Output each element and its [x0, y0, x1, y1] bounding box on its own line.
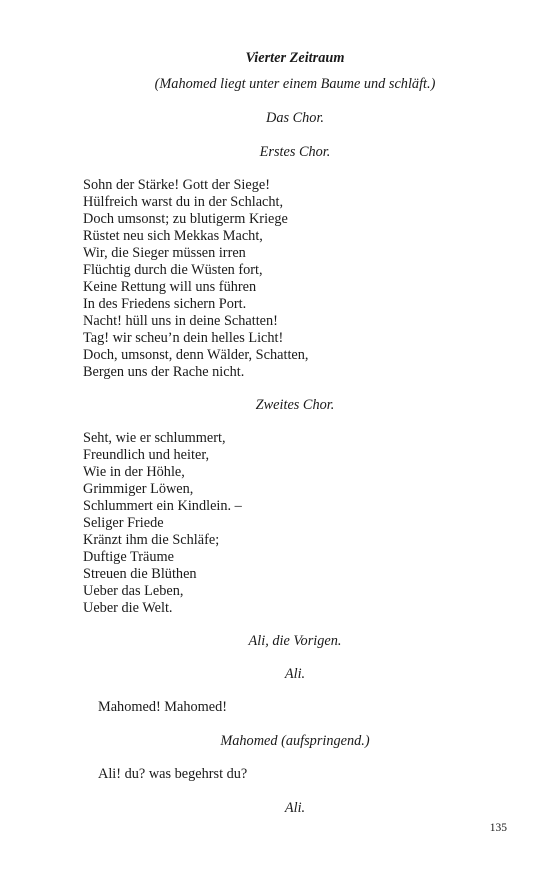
verse-line: Keine Rettung will uns führen: [83, 279, 257, 295]
verse-line: Doch, umsonst, denn Wälder, Schatten,: [83, 347, 309, 363]
chorus-heading: Das Chor.: [266, 110, 324, 126]
dialogue-line-mahomed: Ali! du? was begehrst du?: [98, 766, 248, 782]
verse-line: In des Friedens sichern Port.: [83, 296, 247, 312]
page-number: 135: [489, 822, 507, 834]
stage-direction: (Mahomed liegt unter einem Baume und schläft.): [154, 76, 436, 92]
verse-line: Grimmiger Löwen,: [83, 481, 194, 497]
verse-line: Rüstet neu sich Mekkas Macht,: [83, 228, 263, 244]
section-heading: Vierter Zeitraum: [245, 50, 345, 66]
second-chorus-label: Zweites Chor.: [255, 397, 335, 413]
verse-line: Schlummert ein Kindlein. –: [83, 498, 242, 514]
dialogue-line-ali: Mahomed! Mahomed!: [98, 699, 228, 715]
verse-line: Wie in der Höhle,: [83, 464, 185, 480]
verse-line: Doch umsonst; zu blutigerm Kriege: [83, 211, 288, 227]
speaker-ali: Ali.: [284, 666, 306, 682]
verse-line: Streuen die Blüthen: [83, 566, 197, 582]
verse-line: Nacht! hüll uns in deine Schatten!: [83, 313, 278, 329]
scene-entrance: Ali, die Vorigen.: [248, 633, 342, 649]
speaker-ali-second: Ali.: [284, 800, 306, 816]
verse-line: Ueber das Leben,: [83, 583, 184, 599]
verse-line: Seht, wie er schlummert,: [83, 430, 226, 446]
verse-line: Duftige Träume: [83, 549, 174, 565]
verse-line: Wir, die Sieger müssen irren: [83, 245, 246, 261]
speaker-mahomed: Mahomed (aufspringend.): [220, 733, 370, 749]
verse-line: Freundlich und heiter,: [83, 447, 210, 463]
first-chorus-label: Erstes Chor.: [259, 144, 331, 160]
verse-line: Tag! wir scheu’n dein helles Licht!: [83, 330, 284, 346]
verse-line: Bergen uns der Rache nicht.: [83, 364, 245, 380]
verse-line: Seliger Friede: [83, 515, 164, 531]
verse-line: Flüchtig durch die Wüsten fort,: [83, 262, 263, 278]
verse-line: Ueber die Welt.: [83, 600, 173, 616]
verse-line: Hülfreich warst du in der Schlacht,: [83, 194, 284, 210]
verse-line: Kränzt ihm die Schläfe;: [83, 532, 220, 548]
verse-line: Sohn der Stärke! Gott der Siege!: [83, 177, 271, 193]
